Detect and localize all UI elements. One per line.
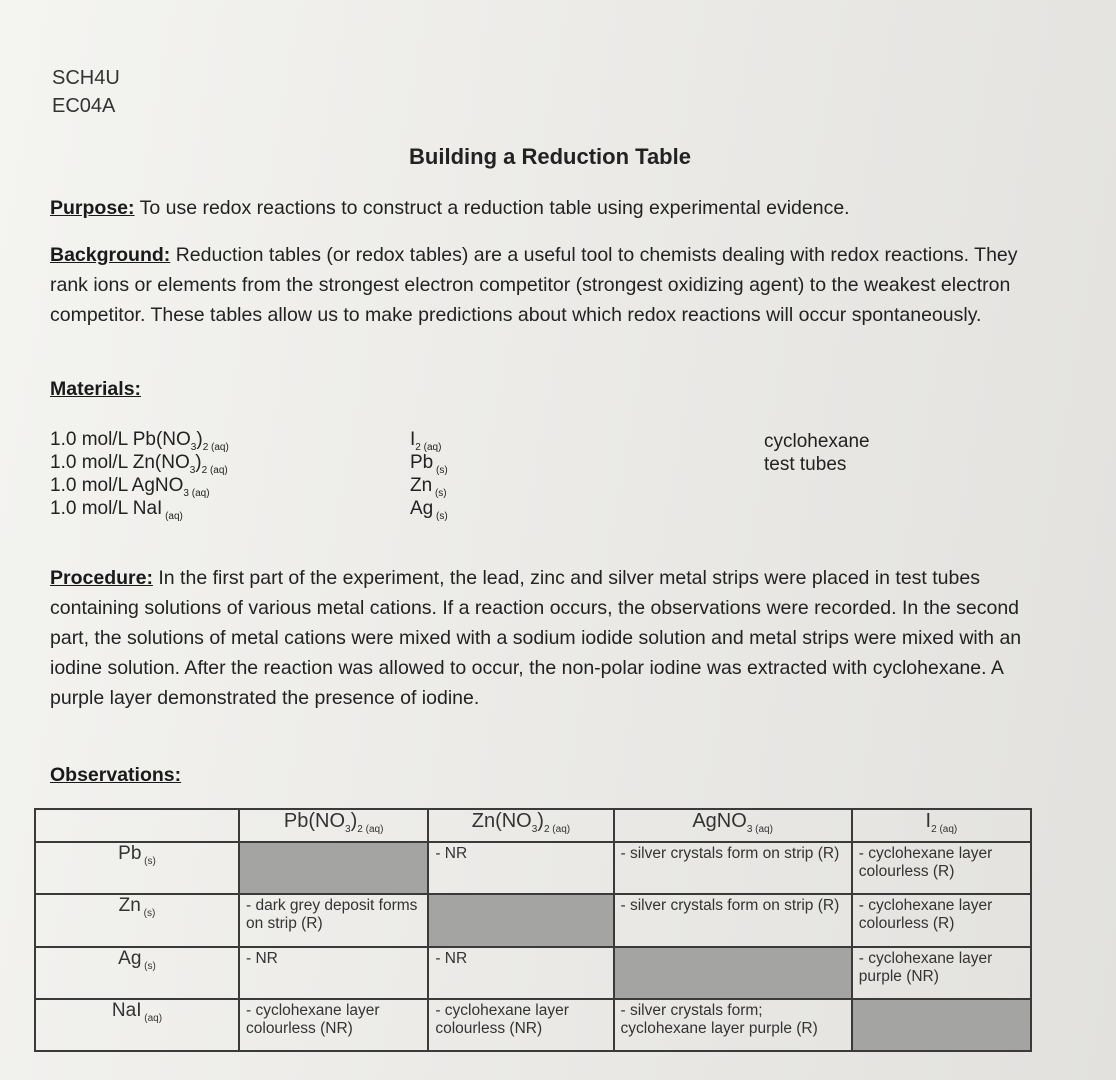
background-text: Reduction tables (or redox tables) are a useful tool to chemists dealing with redox reactions. They rank ions or elements from the strongest electron competitor (strongest oxidizing agent) to the weakest electron competitor. These tables allow us to make predictions about which redox reactions will occur spontaneously.	[50, 244, 1018, 326]
shaded-cell	[239, 842, 428, 894]
row-header: NaI $_{(aq)}$	[35, 999, 239, 1051]
observation-cell: - cyclohexane layer colourless (R)	[852, 842, 1031, 894]
purpose-label: Purpose:	[50, 197, 135, 219]
shaded-cell	[852, 999, 1031, 1051]
column-header: $Zn(NO_3)_{2 (aq)}$	[428, 809, 613, 842]
observation-cell: - silver crystals form on strip (R)	[614, 842, 852, 894]
observation-cell: - dark grey deposit forms on strip (R)	[239, 894, 428, 946]
procedure-label: Procedure:	[50, 567, 153, 589]
table-row	[35, 947, 1031, 999]
page-title: Building a Reduction Table	[409, 144, 691, 169]
observation-cell: - NR	[239, 947, 428, 999]
row-header: Ag $_{(s)}$	[35, 947, 239, 999]
materials-label: Materials:	[50, 378, 142, 400]
table-row	[35, 842, 1031, 894]
material-equipment: test tubes	[764, 454, 847, 475]
materials-solutions	[50, 428, 229, 520]
material-element: Ag $_{(s)}$	[410, 498, 448, 522]
column-header: $Pb(NO_3)_{2 (aq)}$	[239, 809, 428, 842]
course-code: SCH4U	[52, 67, 120, 89]
row-header: Pb $_{(s)}$	[35, 842, 239, 894]
observation-cell: - silver crystals form on strip (R)	[614, 894, 852, 946]
observation-cell: - cyclohexane layer colourless (NR)	[239, 999, 428, 1051]
material-solution: 1.0 mol/L $Zn(NO_3)_{2 (aq)}$	[50, 452, 228, 476]
materials-equipment	[764, 430, 870, 476]
corner-cell	[35, 809, 239, 842]
observation-cell: - silver crystals form; cyclohexane layer purple (R)	[614, 999, 852, 1051]
background-label: Background:	[50, 244, 171, 266]
column-header: AgNO$_{3 (aq)}$	[614, 809, 852, 842]
table-row	[35, 999, 1031, 1051]
material-solution: 1.0 mol/L $Pb(NO_3)_{2 (aq)}$	[50, 429, 229, 453]
background-section	[50, 240, 1040, 330]
observations-heading	[50, 760, 1040, 790]
material-equipment: cyclohexane	[764, 431, 870, 452]
observation-cell: - cyclohexane layer colourless (R)	[852, 894, 1031, 946]
material-element: Pb $_{(s)}$	[410, 452, 448, 476]
observation-cell: - NR	[428, 842, 613, 894]
materials-heading	[50, 374, 1040, 404]
table-row	[35, 894, 1031, 946]
procedure-section	[50, 563, 1040, 713]
observations-table	[34, 808, 1032, 1052]
procedure-text: In the first part of the experiment, the lead, zinc and silver metal strips were placed in test tubes containing solutions of various metal cations. If a reaction occurs, the observations were recorded. In the second part, the solutions of metal cations were mixed with a sodium iodide solution and metal strips were mixed with an iodine solution. After the reaction was allowed to occur, the non-polar iodine was extracted with cyclohexane. A purple layer demonstrated the presence of iodine.	[50, 567, 1022, 709]
activity-code: EC04A	[52, 95, 116, 117]
column-header: $I_{2 (aq)}$	[852, 809, 1031, 842]
shaded-cell	[614, 947, 852, 999]
purpose-section	[50, 193, 1040, 223]
material-solution: 1.0 mol/L NaI $_{(aq)}$	[50, 498, 183, 522]
row-header: Zn $_{(s)}$	[35, 894, 239, 946]
observations-label: Observations:	[50, 764, 182, 786]
table-header-row	[35, 809, 1031, 842]
observation-cell: - cyclohexane layer colourless (NR)	[428, 999, 613, 1051]
shaded-cell	[428, 894, 613, 946]
observation-cell: - cyclohexane layer purple (NR)	[852, 947, 1031, 999]
course-header	[52, 64, 120, 120]
material-element: Zn $_{(s)}$	[410, 475, 447, 499]
materials-elements	[410, 428, 448, 520]
material-element: $I_{2 (aq)}$	[410, 429, 442, 453]
material-solution: 1.0 mol/L AgNO$_{3 (aq)}$	[50, 475, 210, 499]
purpose-text: To use redox reactions to construct a reduction table using experimental evidence.	[139, 197, 850, 219]
observation-cell: - NR	[428, 947, 613, 999]
